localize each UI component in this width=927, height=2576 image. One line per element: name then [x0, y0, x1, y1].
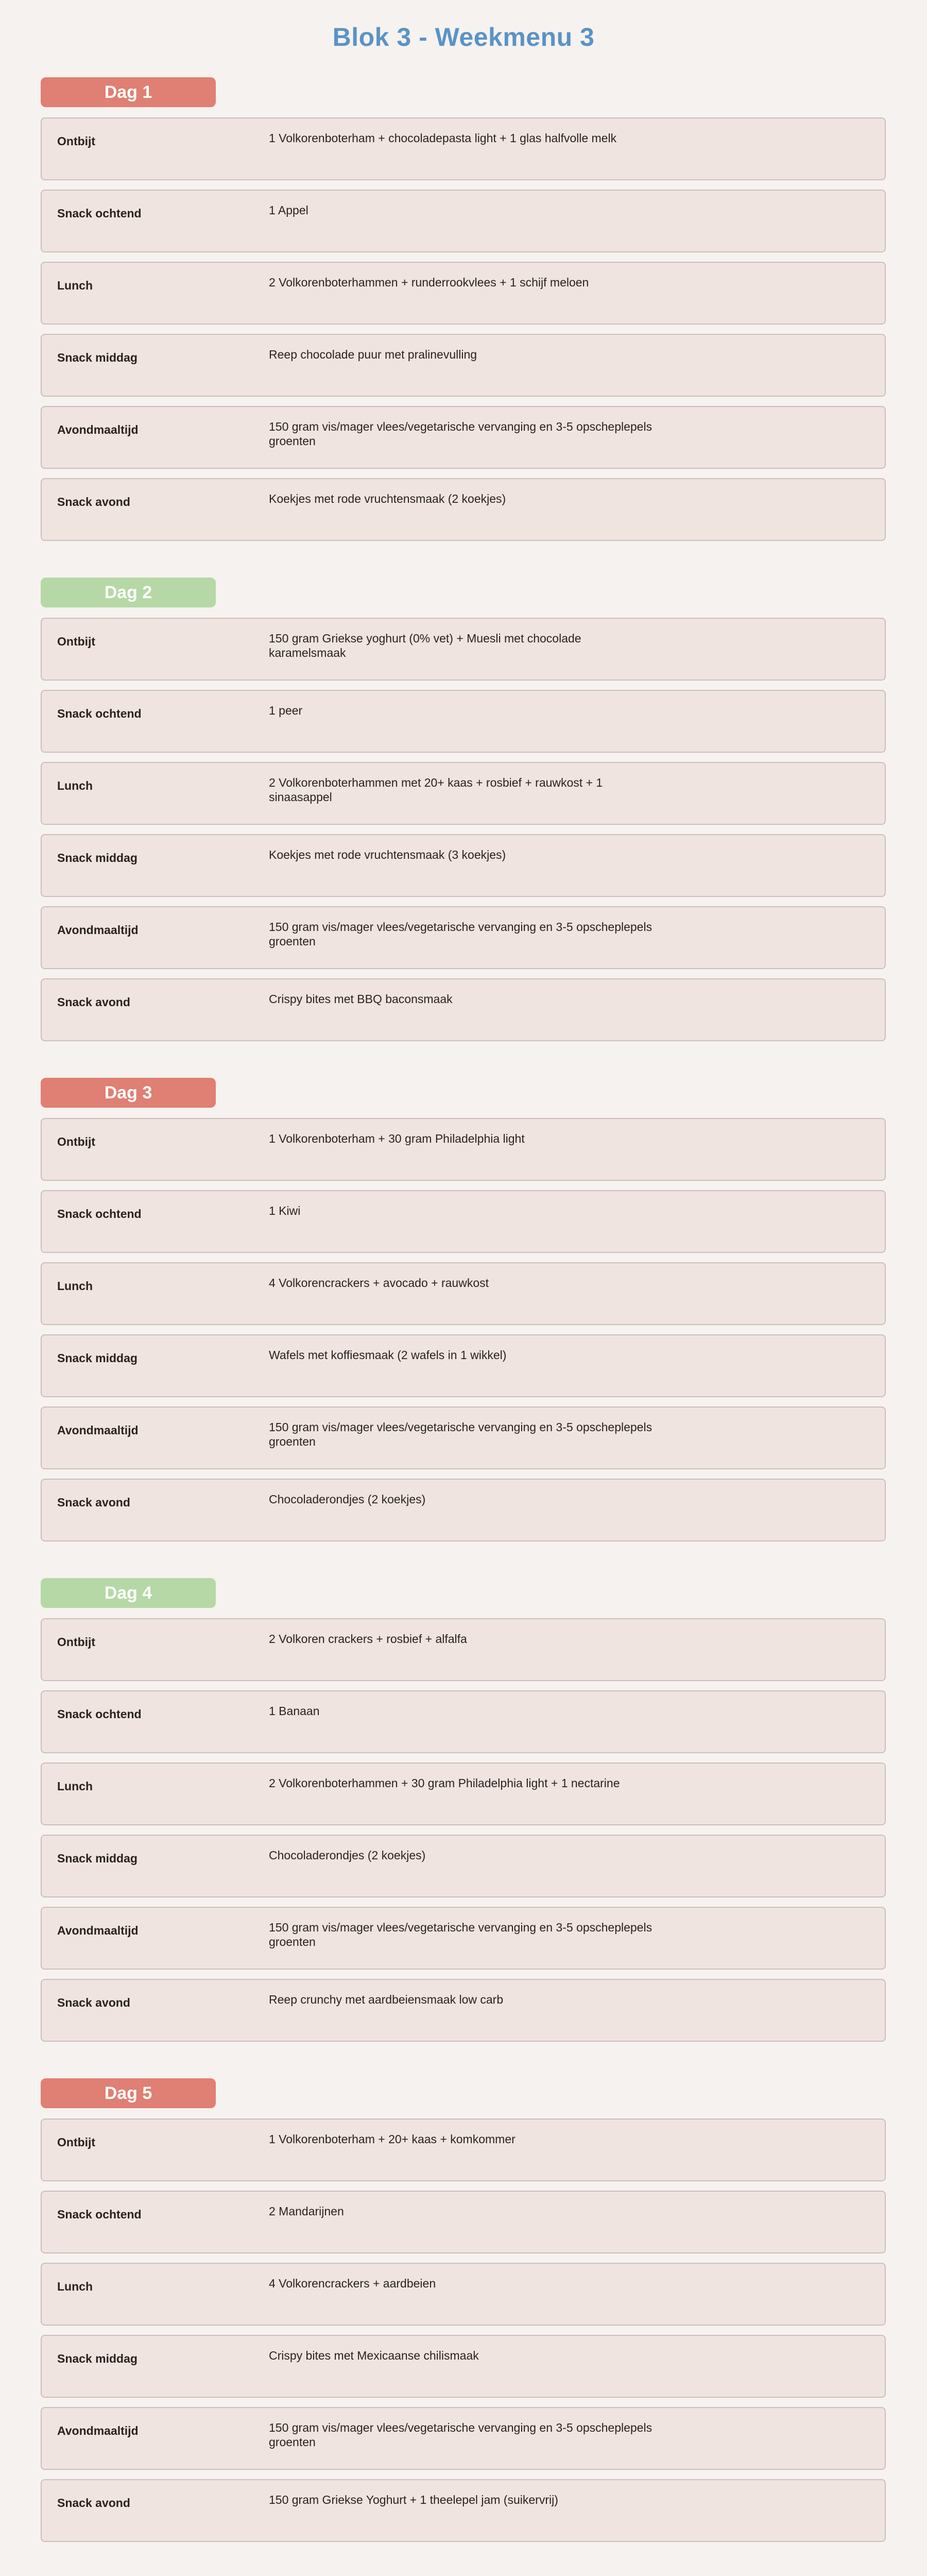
- meal-label: Snack ochtend: [57, 207, 142, 220]
- day-badge: Dag 4: [41, 1578, 216, 1608]
- meal-label: Snack avond: [57, 1496, 130, 1509]
- meal-label: Lunch: [57, 279, 93, 292]
- meal-description: 2 Mandarijnen: [269, 2205, 344, 2218]
- meal-label: Lunch: [57, 2280, 93, 2293]
- meal-row: [41, 190, 886, 252]
- day-badge: Dag 2: [41, 578, 216, 607]
- meal-description: Wafels met koffiesmaak (2 wafels in 1 wikkel): [269, 1348, 507, 1362]
- day-section-3: [41, 1078, 886, 1578]
- meal-row: [41, 117, 886, 180]
- meal-row: [41, 618, 886, 681]
- meal-list: [41, 1118, 886, 1551]
- meal-label: Snack avond: [57, 995, 130, 1009]
- meal-label: Snack avond: [57, 2496, 130, 2510]
- meal-label: Snack ochtend: [57, 1207, 142, 1221]
- meal-description: 150 gram vis/mager vlees/vegetarische vervanging en 3-5 opscheplepels groenten: [269, 420, 653, 448]
- meal-label: Snack avond: [57, 1996, 130, 2009]
- meal-row: [41, 1334, 886, 1397]
- meal-description: 1 Volkorenboterham + 20+ kaas + komkommer: [269, 2132, 516, 2146]
- meal-list: [41, 1618, 886, 2051]
- meal-description: 2 Volkoren crackers + rosbief + alfalfa: [269, 1632, 467, 1646]
- meal-label: Snack ochtend: [57, 707, 142, 720]
- meal-description: 150 gram vis/mager vlees/vegetarische vervanging en 3-5 opscheplepels groenten: [269, 1420, 653, 1448]
- day-section-1: [41, 77, 886, 578]
- meal-label: Snack middag: [57, 1351, 138, 1365]
- meal-label: Snack ochtend: [57, 1707, 142, 1721]
- meal-label: Lunch: [57, 1279, 93, 1293]
- meal-label: Avondmaaltijd: [57, 1423, 139, 1437]
- meal-description: 150 gram vis/mager vlees/vegetarische vervanging en 3-5 opscheplepels groenten: [269, 1921, 653, 1948]
- meal-description: Koekjes met rode vruchtensmaak (3 koekjes): [269, 848, 506, 861]
- meal-row: [41, 1118, 886, 1181]
- meal-list: [41, 618, 886, 1050]
- meal-description: 1 Volkorenboterham + chocoladepasta light + 1 glas halfvolle melk: [269, 131, 617, 145]
- meal-description: Koekjes met rode vruchtensmaak (2 koekjes): [269, 492, 506, 505]
- meal-label: Avondmaaltijd: [57, 2424, 139, 2437]
- meal-description: 2 Volkorenboterhammen + 30 gram Philadelphia light + 1 nectarine: [269, 1776, 620, 1790]
- meal-description: Crispy bites met Mexicaanse chilismaak: [269, 2349, 479, 2362]
- meal-row: [41, 1979, 886, 2042]
- day-section-5: [41, 2078, 886, 2576]
- meal-label: Ontbijt: [57, 635, 96, 648]
- meal-label: Avondmaaltijd: [57, 423, 139, 436]
- meal-row: [41, 1762, 886, 1825]
- day-section-4: [41, 1578, 886, 2078]
- meal-description: Reep crunchy met aardbeiensmaak low carb: [269, 1993, 504, 2006]
- meal-row: [41, 334, 886, 397]
- meal-label: Ontbijt: [57, 134, 96, 148]
- meal-description: 2 Volkorenboterhammen + runderrookvlees + 1 schijf meloen: [269, 276, 589, 289]
- meal-list: [41, 2119, 886, 2551]
- meal-label: Lunch: [57, 779, 93, 792]
- meal-description: 1 Banaan: [269, 1704, 320, 1718]
- meal-row: [41, 1479, 886, 1541]
- meal-row: [41, 478, 886, 541]
- meal-description: 1 peer: [269, 704, 303, 717]
- meal-label: Avondmaaltijd: [57, 1924, 139, 1937]
- meal-row: [41, 1190, 886, 1253]
- meal-row: [41, 2407, 886, 2470]
- meal-description: 4 Volkorencrackers + aardbeien: [269, 2277, 436, 2290]
- meal-description: 1 Kiwi: [269, 1204, 301, 1217]
- meal-description: 150 gram vis/mager vlees/vegetarische vervanging en 3-5 opscheplepels groenten: [269, 920, 653, 948]
- day-badge: Dag 1: [41, 77, 216, 107]
- meal-row: [41, 762, 886, 825]
- meal-description: Chocoladerondjes (2 koekjes): [269, 1493, 426, 1506]
- meal-row: [41, 906, 886, 969]
- meal-row: [41, 2119, 886, 2181]
- meal-label: Snack middag: [57, 351, 138, 364]
- meal-label: Ontbijt: [57, 1135, 96, 1148]
- page-title: Blok 3 - Weekmenu 3: [332, 23, 595, 52]
- meal-row: [41, 1262, 886, 1325]
- meal-row: [41, 1835, 886, 1897]
- meal-label: Snack middag: [57, 2352, 138, 2365]
- day-list: [41, 77, 886, 2576]
- meal-row: [41, 2335, 886, 2398]
- meal-description: Chocoladerondjes (2 koekjes): [269, 1849, 426, 1862]
- meal-list: [41, 117, 886, 550]
- meal-description: 150 gram Griekse yoghurt (0% vet) + Muesli met chocolade karamelsmaak: [269, 632, 581, 659]
- meal-description: 150 gram Griekse Yoghurt + 1 theelepel jam (suikervrij): [269, 2493, 558, 2506]
- meal-description: 2 Volkorenboterhammen met 20+ kaas + rosbief + rauwkost + 1 sinaasappel: [269, 776, 603, 804]
- meal-description: Crispy bites met BBQ baconsmaak: [269, 992, 453, 1006]
- meal-row: [41, 2263, 886, 2326]
- meal-description: 1 Volkorenboterham + 30 gram Philadelphia light: [269, 1132, 525, 1145]
- meal-row: [41, 1618, 886, 1681]
- meal-label: Snack avond: [57, 495, 130, 509]
- meal-row: [41, 834, 886, 897]
- meal-row: [41, 1406, 886, 1469]
- meal-label: Lunch: [57, 1780, 93, 1793]
- meal-description: 1 Appel: [269, 204, 308, 217]
- meal-description: Reep chocolade puur met pralinevulling: [269, 348, 477, 361]
- meal-row: [41, 406, 886, 469]
- meal-description: 150 gram vis/mager vlees/vegetarische vervanging en 3-5 opscheplepels groenten: [269, 2421, 653, 2449]
- meal-label: Ontbijt: [57, 1635, 96, 1649]
- meal-label: Avondmaaltijd: [57, 923, 139, 937]
- meal-row: [41, 1690, 886, 1753]
- meal-description: 4 Volkorencrackers + avocado + rauwkost: [269, 1276, 489, 1290]
- day-badge: Dag 5: [41, 2078, 216, 2108]
- day-section-2: [41, 578, 886, 1078]
- meal-row: [41, 1907, 886, 1970]
- meal-row: [41, 2191, 886, 2253]
- meal-row: [41, 690, 886, 753]
- meal-row: [41, 262, 886, 325]
- meal-row: [41, 2479, 886, 2542]
- meal-row: [41, 978, 886, 1041]
- day-badge: Dag 3: [41, 1078, 216, 1108]
- meal-label: Snack ochtend: [57, 2208, 142, 2221]
- meal-label: Snack middag: [57, 1852, 138, 1865]
- meal-label: Ontbijt: [57, 2136, 96, 2149]
- meal-label: Snack middag: [57, 851, 138, 865]
